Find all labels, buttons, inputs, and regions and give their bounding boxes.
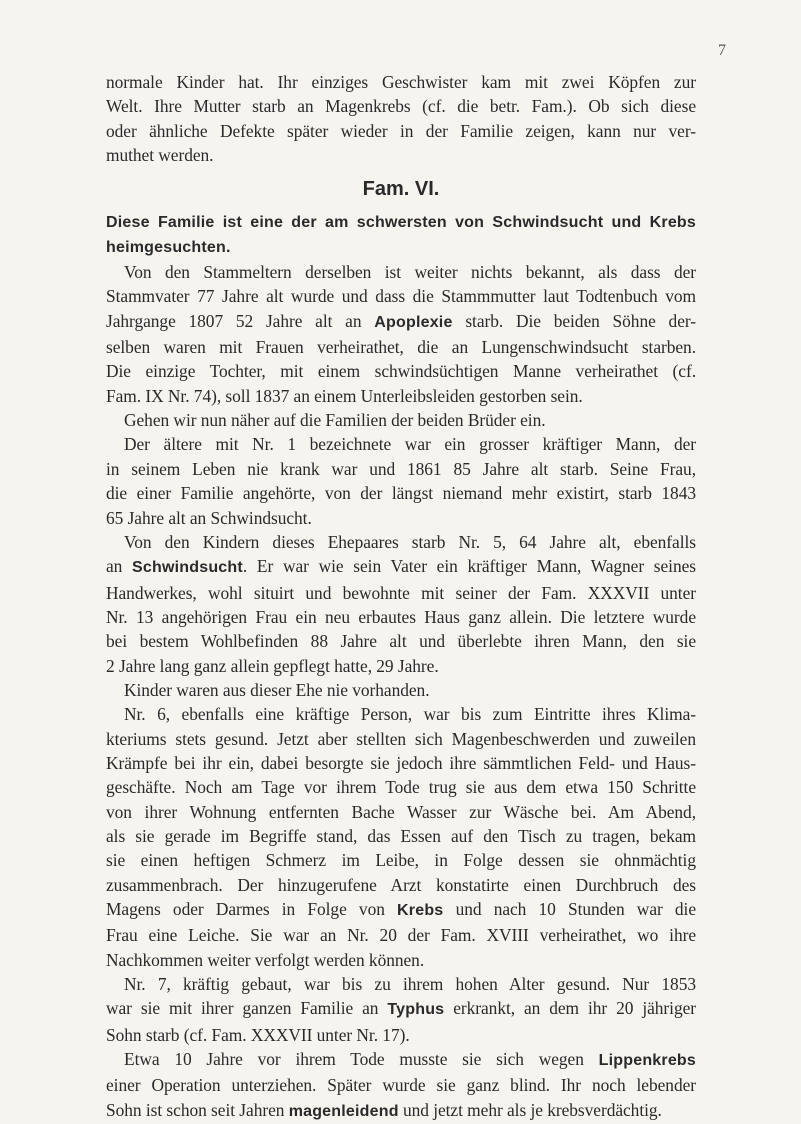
text-line: Nr. 7, kräftig gebaut, war bis zu ihrem hohen Alter gesund. Nur 1853 xyxy=(124,974,696,995)
text-fragment: erkrankt, an dem ihr 20 jähriger xyxy=(444,998,696,1019)
text-line: 2 Jahre lang ganz allein gepflegt hatte, 29 Jahre. xyxy=(106,655,439,676)
section-heading: Fam. VI. xyxy=(362,178,440,201)
text-fragment: und nach 10 Stunden war die xyxy=(443,899,696,919)
text-line: in seinem Leben nie krank war und 1861 85 Jahre alt starb. Seine Frau, xyxy=(106,458,696,479)
text-line: die einer Familie angehörte, von der längst niemand mehr existirt, starb 1843 xyxy=(106,483,696,504)
emphasis-term: Lippenkrebs xyxy=(598,1052,696,1070)
text-line: zusammenbrach. Der hinzugerufene Arzt konstatirte einen Durchbruch des xyxy=(106,874,696,895)
text-line: als sie gerade im Begriffe stand, das Essen auf den Tisch zu tragen, bekam xyxy=(106,825,696,846)
intro-bold-line: heimgesuchten. xyxy=(106,238,231,256)
text-line: sie einen heftigen Schmerz im Leibe, in Folge dessen sie ohnmächtig xyxy=(106,850,696,871)
text-line: Stammvater 77 Jahre alt wurde und dass die Stammmutter laut Todtenbuch vom xyxy=(106,286,696,307)
emphasis-term: Krebs xyxy=(397,902,444,919)
emphasis-term: Apoplexie xyxy=(374,313,453,331)
text-line: von ihrer Wohnung entfernten Bache Wasser zur Wäsche bei. Am Abend, xyxy=(106,801,696,822)
text-line xyxy=(106,996,696,1022)
text-line xyxy=(106,897,696,923)
text-line: Der ältere mit Nr. 1 bezeichnete war ein grosser kräftiger Mann, der xyxy=(124,434,696,455)
text-fragment: starb. Die beiden Söhne der- xyxy=(452,310,696,331)
text-line: Fam. IX Nr. 74), soll 1837 an einem Unterleibsleiden gestorben sein. xyxy=(106,385,583,406)
text-line: Handwerkes, wohl situirt und bewohnte mit seiner der Fam. XXXVII unter xyxy=(106,582,696,603)
text-line: normale Kinder hat. Ihr einziges Geschwister kam mit zwei Köpfen zur xyxy=(106,72,696,92)
text-fragment: und jetzt mehr als je krebsverdächtig. xyxy=(398,1099,662,1120)
text-line: selben waren mit Frauen verheirathet, die an Lungenschwindsucht starben. xyxy=(106,337,696,358)
emphasis-term: Typhus xyxy=(387,1001,445,1019)
text-line xyxy=(106,309,696,335)
emphasis-term: Schwindsucht xyxy=(132,559,243,577)
text-line: Nachkommen weiter verfolgt werden können. xyxy=(106,949,425,970)
text-line: Nr. 6, ebenfalls eine kräftige Person, war bis zum Eintritte ihres Klima- xyxy=(124,704,696,725)
text-fragment: Sohn ist schon seit Jahren xyxy=(106,1099,289,1120)
text-line: Von den Stammeltern derselben ist weiter nichts bekannt, als dass der xyxy=(124,262,696,283)
text-fragment: war sie mit ihrer ganzen Familie an xyxy=(106,998,388,1019)
text-line: kteriums stets gesund. Jetzt aber stellten sich Magenbeschwerden und zuweilen xyxy=(106,728,696,749)
text-fragment: Etwa 10 Jahre vor ihrem Tode musste sie sich wegen xyxy=(124,1049,599,1070)
text-line: oder ähnliche Defekte später wieder in der Familie zeigen, kann nur ver- xyxy=(106,120,696,141)
text-line xyxy=(106,554,696,580)
text-line: Kinder waren aus dieser Ehe nie vorhanden. xyxy=(124,679,430,700)
intro-bold-line: Diese Familie ist eine der am schwersten von Schwindsucht und Krebs xyxy=(106,214,696,232)
text-line: Von den Kindern dieses Ehepaares starb Nr. 5, 64 Jahre alt, ebenfalls xyxy=(124,531,696,552)
text-line: Nr. 13 angehörigen Frau ein neu erbautes Haus ganz allein. Die letztere wurde xyxy=(106,606,696,627)
text-fragment: Magens oder Darmes in Folge von xyxy=(106,899,398,919)
text-line xyxy=(106,1047,696,1073)
emphasis-term: magenleidend xyxy=(288,1102,399,1120)
text-line: 65 Jahre alt an Schwindsucht. xyxy=(106,507,312,528)
document-body xyxy=(106,70,696,1124)
text-line: Frau eine Leiche. Sie war an Nr. 20 der Fam. XVIII verheirathet, wo ihre xyxy=(106,925,696,946)
text-fragment: Jahrgange 1807 52 Jahre alt an xyxy=(106,310,375,331)
text-line: geschäfte. Noch am Tage vor ihrem Tode trug sie aus dem etwa 150 Schritte xyxy=(106,777,696,798)
text-line: einer Operation unterziehen. Später wurde sie ganz blind. Ihr noch lebender xyxy=(106,1075,696,1096)
text-line xyxy=(106,1098,696,1124)
text-fragment: . Er war wie sein Vater ein kräftiger Mann, Wagner seines xyxy=(242,556,696,577)
text-line: Gehen wir nun näher auf die Familien der beiden Brüder ein. xyxy=(124,410,546,431)
text-line: Sohn starb (cf. Fam. XXXVII unter Nr. 17). xyxy=(106,1024,410,1045)
text-line: Die einzige Tochter, mit einem schwindsüchtigen Manne verheirathet (cf. xyxy=(106,361,696,382)
text-line: bei bestem Wohlbefinden 88 Jahre alt und überlebte ihren Mann, den sie xyxy=(106,631,696,652)
text-line: Welt. Ihre Mutter starb an Magenkrebs (cf. die betr. Fam.). Ob sich diese xyxy=(106,96,696,117)
page-number: 7 xyxy=(718,42,726,59)
text-line: Krämpfe bei ihr ein, dabei besorgte sie jedoch ihre sämmtlichen Feld- und Haus- xyxy=(106,752,696,773)
text-fragment: an xyxy=(106,556,133,577)
text-line: muthet werden. xyxy=(106,145,214,166)
